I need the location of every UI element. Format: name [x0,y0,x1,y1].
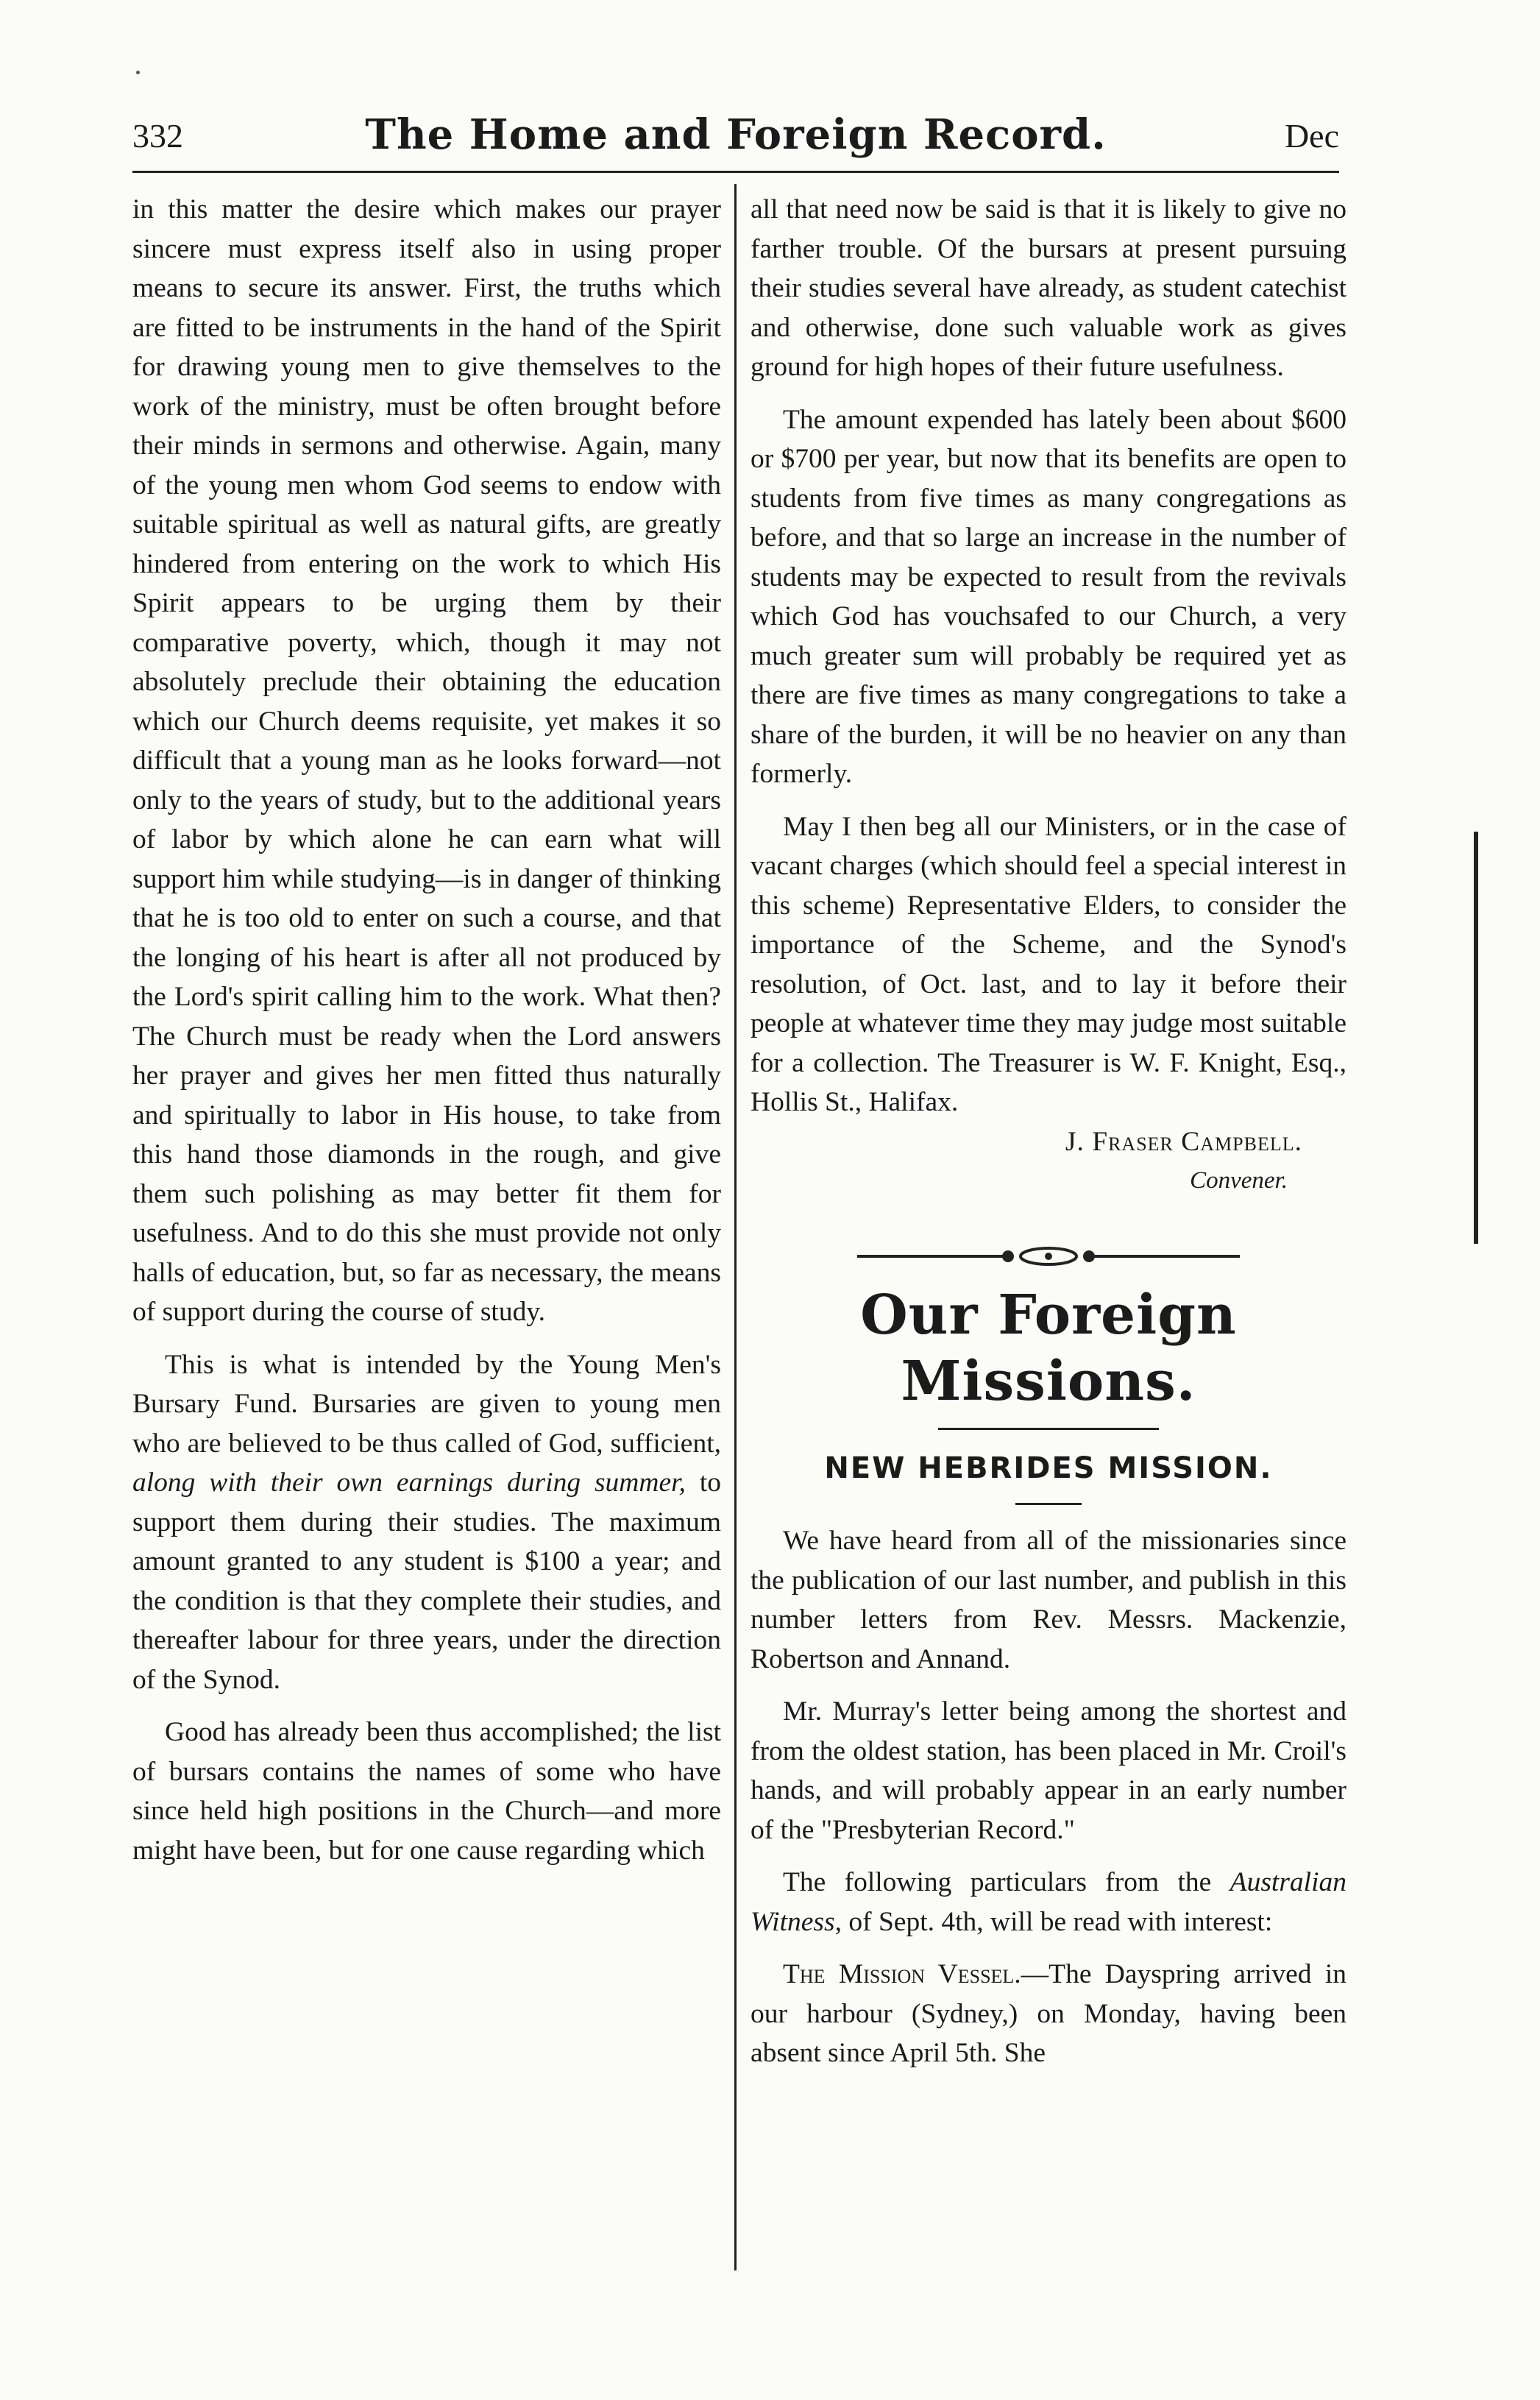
right-paragraph-3: May I then beg all our Ministers, or in the case of vacant charges (which should feel a special interest in this scheme) Representative Elders, to consider the importance of the Scheme, and the Synod's resolution, of Oct. last, and to lay it before their people at whatever time they may judge most suitable for a collection. The Treasurer is W. F. Knight, Esq., Hollis St., Halifax. [751,811,1346,1117]
left-paragraph-1: in this matter the desire which makes our prayer sincere must express itself also in using proper means to secure its answer. First, the truths which are fitted to be instruments in the hand of the Spirit for drawing young men to give themselves to the work of the ministry, must be often brought before their minds in sermons and otherwise. Again, many of the young men whom God seems to endow with suitable spiritual as well as natural gifts, are greatly hindered from entering on the work to which His Spirit appears to be urging them by their comparative poverty, which, though it may not absolutely preclude their obtaining the education which our Church deems requisite, yet makes it so difficult that a young man as he looks forward—not only to the years of study, but to the additional years of labor by which alone he can earn what will support him while studying—is in danger of thinking that he is too old to enter on such a course, and that the longing of his heart is after all not produced by the Lord's spirit calling him to the work. What then? The Church must be ready when the Lord answers her prayer and gives her men fitted thus naturally and spiritually to labor in His house, to take from this hand those diamonds in the rough, and give them such polishing as may better fit them for usefulness. And to do this she must provide not only halls of education, but, so far as necessary, the means of support during the course of study. [132,194,721,1327]
subheading-rule [1015,1503,1082,1505]
page-header [132,110,1339,162]
right-paragraph-6 [751,1863,1346,1941]
subheading: NEW HEBRIDES MISSION. [824,1451,1273,1485]
speck-mark [136,71,140,74]
right-paragraph-1: all that need now be said is that it is likely to give no farther trouble. Of the bursars at present pursuing their studies several have already, as student catechist and otherwise, done such valuable work as gives ground for high hopes of their future usefulness. [751,194,1346,382]
right-paragraph-7 [751,1955,1346,2073]
header-month: Dec [1284,117,1339,155]
page-number: 332 [132,117,183,155]
header-rule [132,171,1339,173]
right-paragraph-6-end: of Sept. 4th, will be read with interest: [848,1906,1273,1937]
right-column [751,190,1346,2073]
left-column [132,190,721,1870]
left-paragraph-2-start: This is what is intended by the Young Men's Bursary Fund. Bursaries are given to young men who are believed to be thus called of God, sufficient, [132,1349,721,1459]
signature-role: Convener. [1190,1167,1288,1194]
right-paragraph-7-rest: —The Dayspring arrived in our harbour (Sydney,) on Monday, having been absent since April 5th. She [751,1959,1346,2068]
ornament-divider [857,1245,1240,1267]
section-title: Our Foreign Missions. [860,1283,1237,1413]
left-paragraph-3: Good has already been thus accomplished; the list of bursars contains the names of some who have since held high positions in the Church—and more might have been, but for one cause regarding which [132,1717,721,1866]
right-paragraph-4: We have heard from all of the missionaries since the publication of our last number, and publish in this number letters from Rev. Messrs. Mackenzie, Robertson and Annand. [751,1526,1346,1674]
left-paragraph-2-italic: along with their own earnings during summer, [132,1468,686,1498]
column-divider [734,184,737,2270]
right-paragraph-7-caps: The Mission Vessel. [783,1959,1021,1989]
right-paragraph-6-italic: Australian Witness, [751,1867,1347,1937]
margin-mark [1474,832,1478,1244]
right-paragraph-6-start: The following particulars from the [783,1867,1212,1897]
left-paragraph-2-end: to support them during their studies. The maximum amount granted to any student is $100 a year; and the condition is that they complete their studies, and thereafter labour for three years, under the direction of the Synod. [132,1468,721,1695]
signature-name: J. Fraser Campbell. [1065,1126,1302,1157]
left-paragraph-2 [132,1345,721,1700]
right-paragraph-5: Mr. Murray's letter being among the shortest and from the oldest station, has been placed in Mr. Croil's hands, and will probably appear in an early number of the "Presbyterian Record." [751,1696,1346,1845]
right-paragraph-2: The amount expended has lately been about $600 or $700 per year, but now that its benefits are open to students from five times as many congregations as before, and that so large an increase in the number of students may be expected to result from the revivals which God has vouchsafed to our Church, a very much greater sum will probably be required yet as there are five times as many congregations to take a share of the burden, it will be no heavier on any than formerly. [751,404,1346,789]
running-title: The Home and Foreign Record. [365,110,1107,159]
section-title-rule [938,1428,1159,1430]
